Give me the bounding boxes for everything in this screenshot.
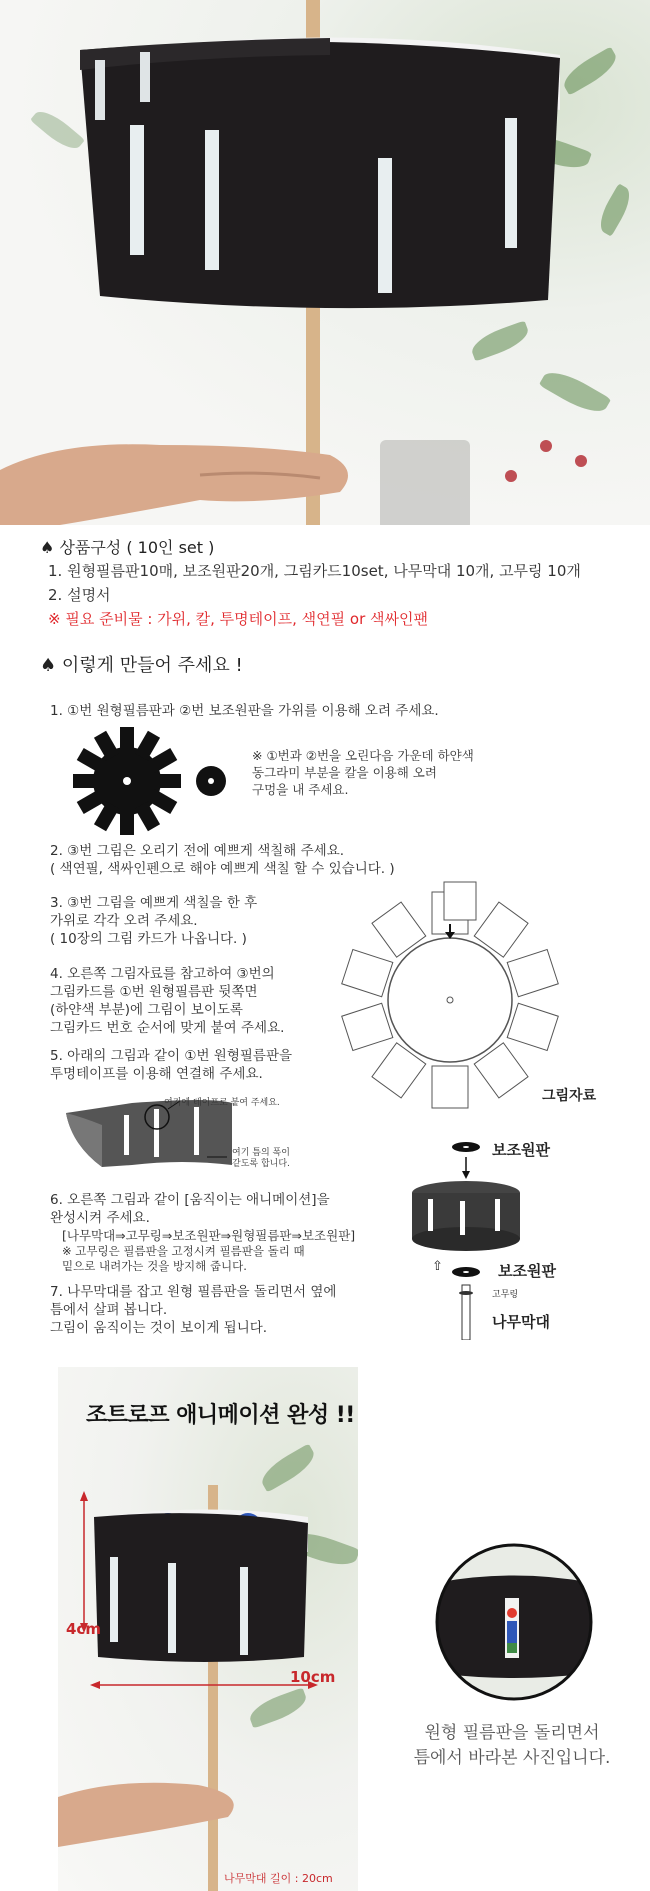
step-1: 1. ①번 원형필름판과 ②번 보조원판을 가위를 이용해 오려 주세요. — [50, 703, 439, 719]
hero-photo — [0, 0, 650, 525]
components-item-1: 1. 원형필름판10매, 보조원판20개, 그림카드10set, 나무막대 10개, 고무링 10개 — [48, 562, 581, 580]
height-measure: 4cm — [66, 1620, 101, 1638]
stick-length: 나무막대 길이 : 20cm — [224, 1872, 333, 1885]
components-heading: ♠ 상품구성 ( 10인 set ) — [40, 538, 215, 557]
step-1-note: ※ ①번과 ②번을 오린다음 가운데 하얀색 동그라미 부분을 칼을 이용해 오려 구멍을 내 주세요. — [252, 748, 474, 797]
step-4: 4. 오른쪽 그림자료를 참고하여 ③번의 그림카드를 ①번 원형필름판 뒷쪽면 (하얀색 부분)에 그림이 보이도록 그림카드 번호 순서에 맞게 붙여 주세요. — [50, 966, 285, 1036]
step-7: 7. 나무막대를 잡고 원형 필름판을 돌리면서 옆에 틈에서 살펴 봅니다. 그림이 움직이는 것이 보이게 됩니다. — [50, 1284, 337, 1336]
closeup-caption-2: 틈에서 바라본 사진입니다. — [413, 1748, 611, 1768]
step-6-note: ※ 고무링은 필름판을 고정시켜 필름판을 돌리 때 밑으로 내려가는 것을 방지해 줍니다. — [62, 1244, 305, 1273]
gap-label: 여기 틈의 폭이 같도록 합니다. — [232, 1148, 290, 1169]
bottom-disc-label: 보조원판 — [498, 1262, 556, 1280]
top-disc-label: 보조원판 — [492, 1141, 550, 1159]
step-5: 5. 아래의 그림과 같이 ①번 원형필름판을 투명테이프를 이용해 연결해 주세요. — [50, 1048, 293, 1082]
howto-heading: ♠ 이렇게 만들어 주세요 ! — [40, 655, 243, 676]
width-measure: 10cm — [290, 1668, 336, 1686]
step-3: 3. ③번 그림을 예쁘게 색칠을 한 후 가위로 각각 오려 주세요. ( 10장의 그림 카드가 나옵니다. ) — [50, 895, 258, 947]
step-6: 6. 오른쪽 그림과 같이 [움직이는 애니메이션]을 완성시켜 주세요. — [50, 1192, 330, 1226]
up-arrow-icon: ⇧ — [432, 1259, 443, 1274]
rubber-ring-label: 고무링 — [492, 1290, 519, 1300]
step-6-order: [나무막대⇒고무링⇒보조원판⇒원형필름판⇒보조원판] — [62, 1228, 356, 1243]
figure-label: 그림자료 — [542, 1088, 597, 1104]
final-title: 조트로프 애니메이션 완성 !! — [86, 1403, 355, 1428]
aux-disc-icon — [194, 764, 228, 798]
stick-label: 나무막대 — [492, 1313, 550, 1331]
tape-label: 여기에 테이프로 붙여 주세요. — [164, 1098, 280, 1108]
components-item-2: 2. 설명서 — [48, 586, 111, 604]
closeup-photo — [435, 1543, 593, 1701]
zoetrope-hero-illustration — [0, 0, 650, 525]
required-materials: ※ 필요 준비물 : 가위, 칼, 투명테이프, 색연필 or 색싸인팬 — [48, 610, 428, 628]
step-2: 2. ③번 그림은 오리기 전에 예쁘게 색칠해 주세요. ( 색연필, 색싸인펜으로 해야 예쁘게 색칠 할 수 있습니다. ) — [50, 843, 395, 877]
closeup-caption-1: 원형 필름판을 돌리면서 — [424, 1723, 600, 1743]
film-disc-icon — [72, 726, 182, 836]
final-zoetrope-illustration — [58, 1367, 358, 1891]
card-insert-arrow — [430, 880, 490, 940]
final-photo — [58, 1367, 358, 1891]
